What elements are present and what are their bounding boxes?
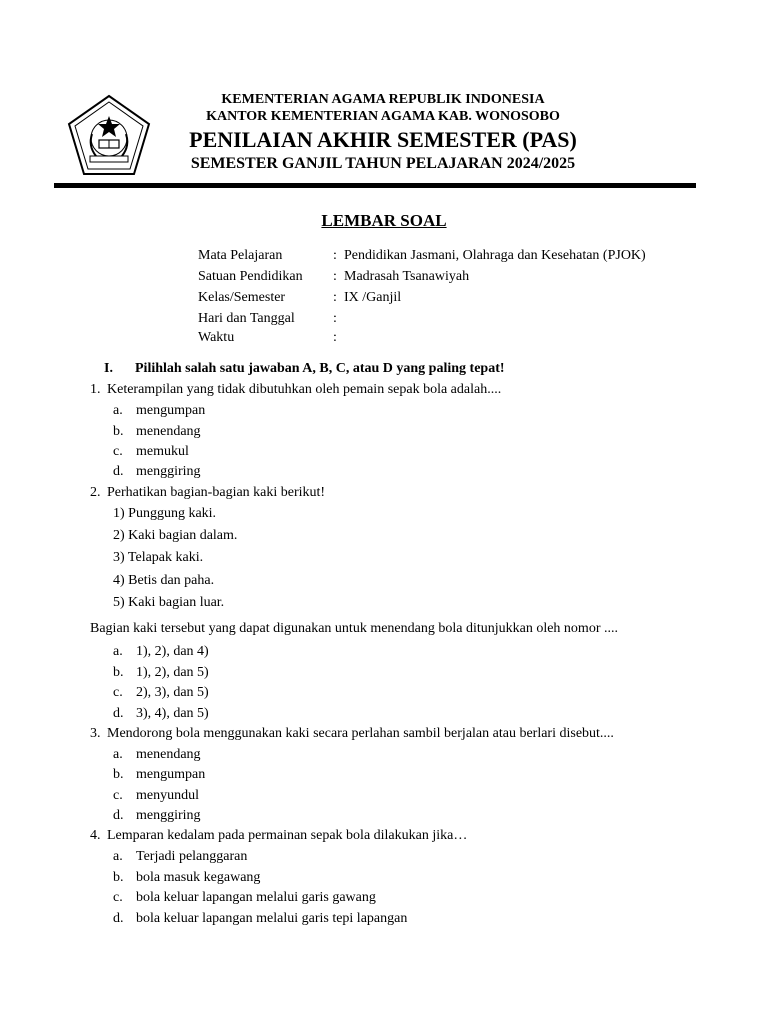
- office-name: KANTOR KEMENTERIAN AGAMA KAB. WONOSOBO: [206, 109, 560, 124]
- info-colon: :: [333, 269, 337, 284]
- option-letter: b.: [113, 767, 124, 782]
- kemenag-logo-icon: [66, 94, 152, 178]
- info-colon: :: [333, 330, 337, 345]
- info-label: Satuan Pendidikan: [198, 269, 303, 284]
- question-number: 1.: [90, 382, 101, 397]
- option-text: bola masuk kegawang: [136, 870, 261, 885]
- option-text: 2), 3), dan 5): [136, 685, 209, 700]
- option-text: menggiring: [136, 464, 201, 479]
- option-text: Terjadi pelanggaran: [136, 849, 248, 864]
- info-value: IX /Ganjil: [344, 290, 402, 305]
- section-instruction: Pilihlah salah satu jawaban A, B, C, atau D yang paling tepat!: [135, 361, 505, 376]
- option-letter: a.: [113, 849, 123, 864]
- question-followup: Bagian kaki tersebut yang dapat digunakan untuk menendang bola ditunjukkan oleh nomor ....: [90, 621, 618, 636]
- semester-year: SEMESTER GANJIL TAHUN PELAJARAN 2024/2025: [190, 155, 576, 172]
- question-text: Lemparan kedalam pada permainan sepak bola dilakukan jika…: [107, 828, 468, 843]
- option-text: 3), 4), dan 5): [136, 706, 209, 721]
- option-text: menyundul: [136, 788, 199, 803]
- list-item: 5) Kaki bagian luar.: [113, 595, 225, 610]
- info-label: Mata Pelajaran: [198, 248, 283, 263]
- list-item: 4) Betis dan paha.: [113, 573, 215, 588]
- exam-title: PENILAIAN AKHIR SEMESTER (PAS): [189, 127, 577, 152]
- question-text: Perhatikan bagian-bagian kaki berikut!: [107, 485, 326, 500]
- question-text: Keterampilan yang tidak dibutuhkan oleh pemain sepak bola adalah....: [107, 382, 502, 397]
- option-letter: b.: [113, 665, 124, 680]
- option-text: memukul: [136, 444, 189, 459]
- option-text: bola keluar lapangan melalui garis gawang: [136, 890, 376, 905]
- option-text: menendang: [136, 424, 201, 439]
- option-text: bola keluar lapangan melalui garis tepi lapangan: [136, 911, 408, 926]
- option-letter: d.: [113, 464, 124, 479]
- section-number: I.: [104, 361, 113, 376]
- option-letter: b.: [113, 424, 124, 439]
- option-letter: d.: [113, 808, 124, 823]
- info-colon: :: [333, 248, 337, 263]
- option-letter: c.: [113, 685, 123, 700]
- question-number: 3.: [90, 726, 101, 741]
- document-title: LEMBAR SOAL: [321, 211, 447, 230]
- question-text: Mendorong bola menggunakan kaki secara perlahan sambil berjalan atau berlari disebut....: [107, 726, 614, 741]
- option-text: mengumpan: [136, 403, 206, 418]
- info-label: Hari dan Tanggal: [198, 311, 295, 326]
- option-letter: a.: [113, 403, 123, 418]
- list-item: 2) Kaki bagian dalam.: [113, 528, 238, 543]
- option-letter: c.: [113, 788, 123, 803]
- info-label: Waktu: [198, 330, 235, 345]
- option-text: menggiring: [136, 808, 201, 823]
- option-letter: c.: [113, 890, 123, 905]
- option-letter: b.: [113, 870, 124, 885]
- header-divider: [54, 183, 696, 188]
- option-letter: c.: [113, 444, 123, 459]
- option-letter: a.: [113, 747, 123, 762]
- info-value: Madrasah Tsanawiyah: [344, 269, 470, 284]
- option-letter: a.: [113, 644, 123, 659]
- question-number: 4.: [90, 828, 101, 843]
- ministry-name: KEMENTERIAN AGAMA REPUBLIK INDONESIA: [221, 92, 545, 107]
- question-number: 2.: [90, 485, 101, 500]
- list-item: 1) Punggung kaki.: [113, 506, 217, 521]
- option-letter: d.: [113, 911, 124, 926]
- info-value: Pendidikan Jasmani, Olahraga dan Kesehatan (PJOK): [344, 248, 646, 263]
- info-colon: :: [333, 290, 337, 305]
- option-text: mengumpan: [136, 767, 206, 782]
- option-text: 1), 2), dan 5): [136, 665, 209, 680]
- option-letter: d.: [113, 706, 124, 721]
- option-text: menendang: [136, 747, 201, 762]
- list-item: 3) Telapak kaki.: [113, 550, 204, 565]
- info-label: Kelas/Semester: [198, 290, 286, 305]
- info-colon: :: [333, 311, 337, 326]
- option-text: 1), 2), dan 4): [136, 644, 209, 659]
